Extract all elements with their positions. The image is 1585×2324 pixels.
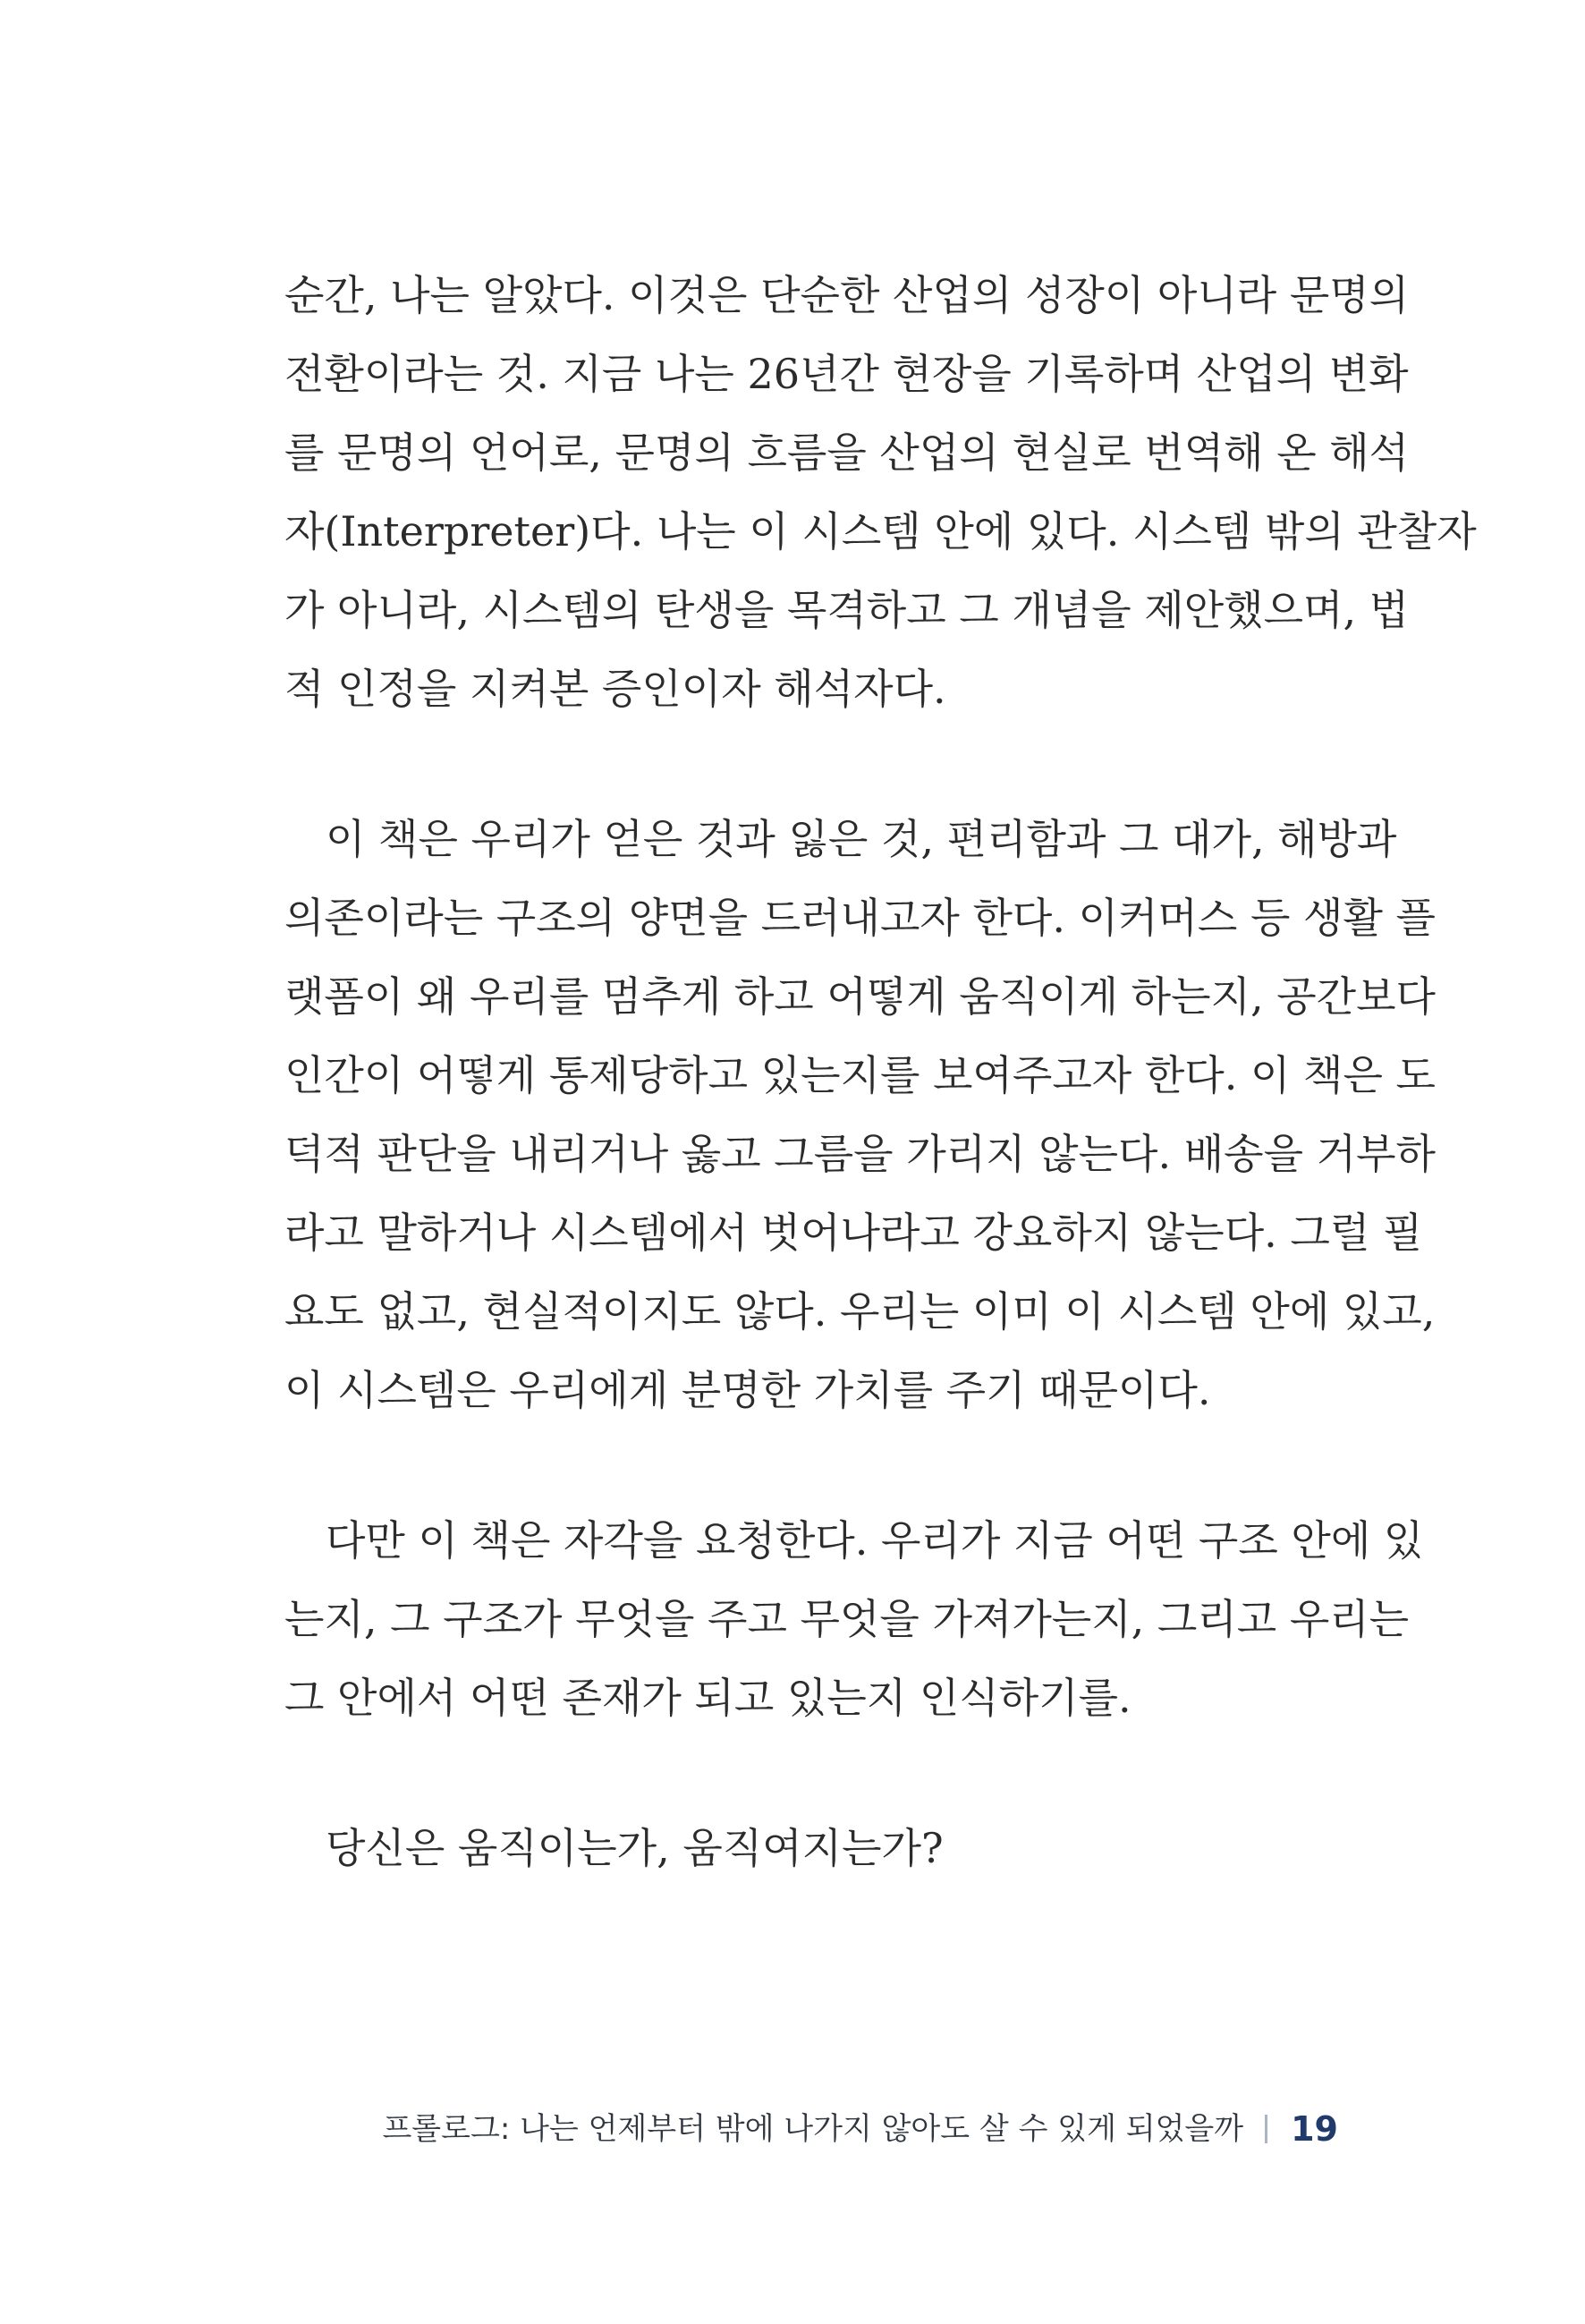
text-line: 는지, 그 구조가 무엇을 주고 무엇을 가져가는지, 그리고 우리는	[284, 1595, 1410, 1643]
footer-separator	[1265, 2115, 1267, 2143]
text-line: 이 시스템은 우리에게 분명한 가치를 주기 때문이다.	[284, 1366, 1211, 1414]
text-line: 순간, 나는 알았다. 이것은 단순한 산업의 성장이 아니라 문명의	[284, 271, 1410, 319]
text-line: 자(Interpreter)다. 나는 이 시스템 안에 있다. 시스템 밖의 관찰자	[284, 507, 1477, 556]
text-line: 전환이라는 것. 지금 나는 26년간 현장을 기록하며 산업의 변화	[284, 350, 1409, 398]
page-footer	[382, 2102, 1338, 2156]
text-line: 인간이 어떻게 통제당하고 있는지를 보여주고자 한다. 이 책은 도	[284, 1051, 1436, 1099]
running-title: 프롤로그: 나는 언제부터 밖에 나가지 않아도 살 수 있게 되었을까	[382, 2111, 1244, 2147]
text-line: 요도 없고, 현실적이지도 않다. 우리는 이미 이 시스템 안에 있고,	[284, 1287, 1436, 1336]
text-line: 이 책은 우리가 얻은 것과 잃은 것, 편리함과 그 대가, 해방과	[326, 815, 1397, 863]
text-line: 적 인정을 지켜본 증인이자 해석자다.	[284, 665, 946, 713]
text-line: 그 안에서 어떤 존재가 되고 있는지 인식하기를.	[284, 1674, 1132, 1722]
text-line: 의존이라는 구조의 양면을 드러내고자 한다. 이커머스 등 생활 플	[284, 894, 1436, 942]
text-line: 다만 이 책은 자각을 요청한다. 우리가 지금 어떤 구조 안에 있	[326, 1516, 1424, 1565]
text-line: 랫폼이 왜 우리를 멈추게 하고 어떻게 움직이게 하는지, 공간보다	[284, 972, 1436, 1021]
text-line: 가 아니라, 시스템의 탄생을 목격하고 그 개념을 제안했으며, 법	[284, 586, 1410, 634]
text-line: 라고 말하거나 시스템에서 벗어나라고 강요하지 않는다. 그럴 필	[284, 1209, 1423, 1257]
text-line: 를 문명의 언어로, 문명의 흐름을 산업의 현실로 번역해 온 해석	[284, 428, 1410, 477]
page-number: 19	[1291, 2109, 1338, 2149]
text-line: 당신은 움직이는가, 움직여지는가?	[326, 1824, 944, 1872]
text-line: 덕적 판단을 내리거나 옳고 그름을 가리지 않는다. 배송을 거부하	[284, 1130, 1436, 1178]
